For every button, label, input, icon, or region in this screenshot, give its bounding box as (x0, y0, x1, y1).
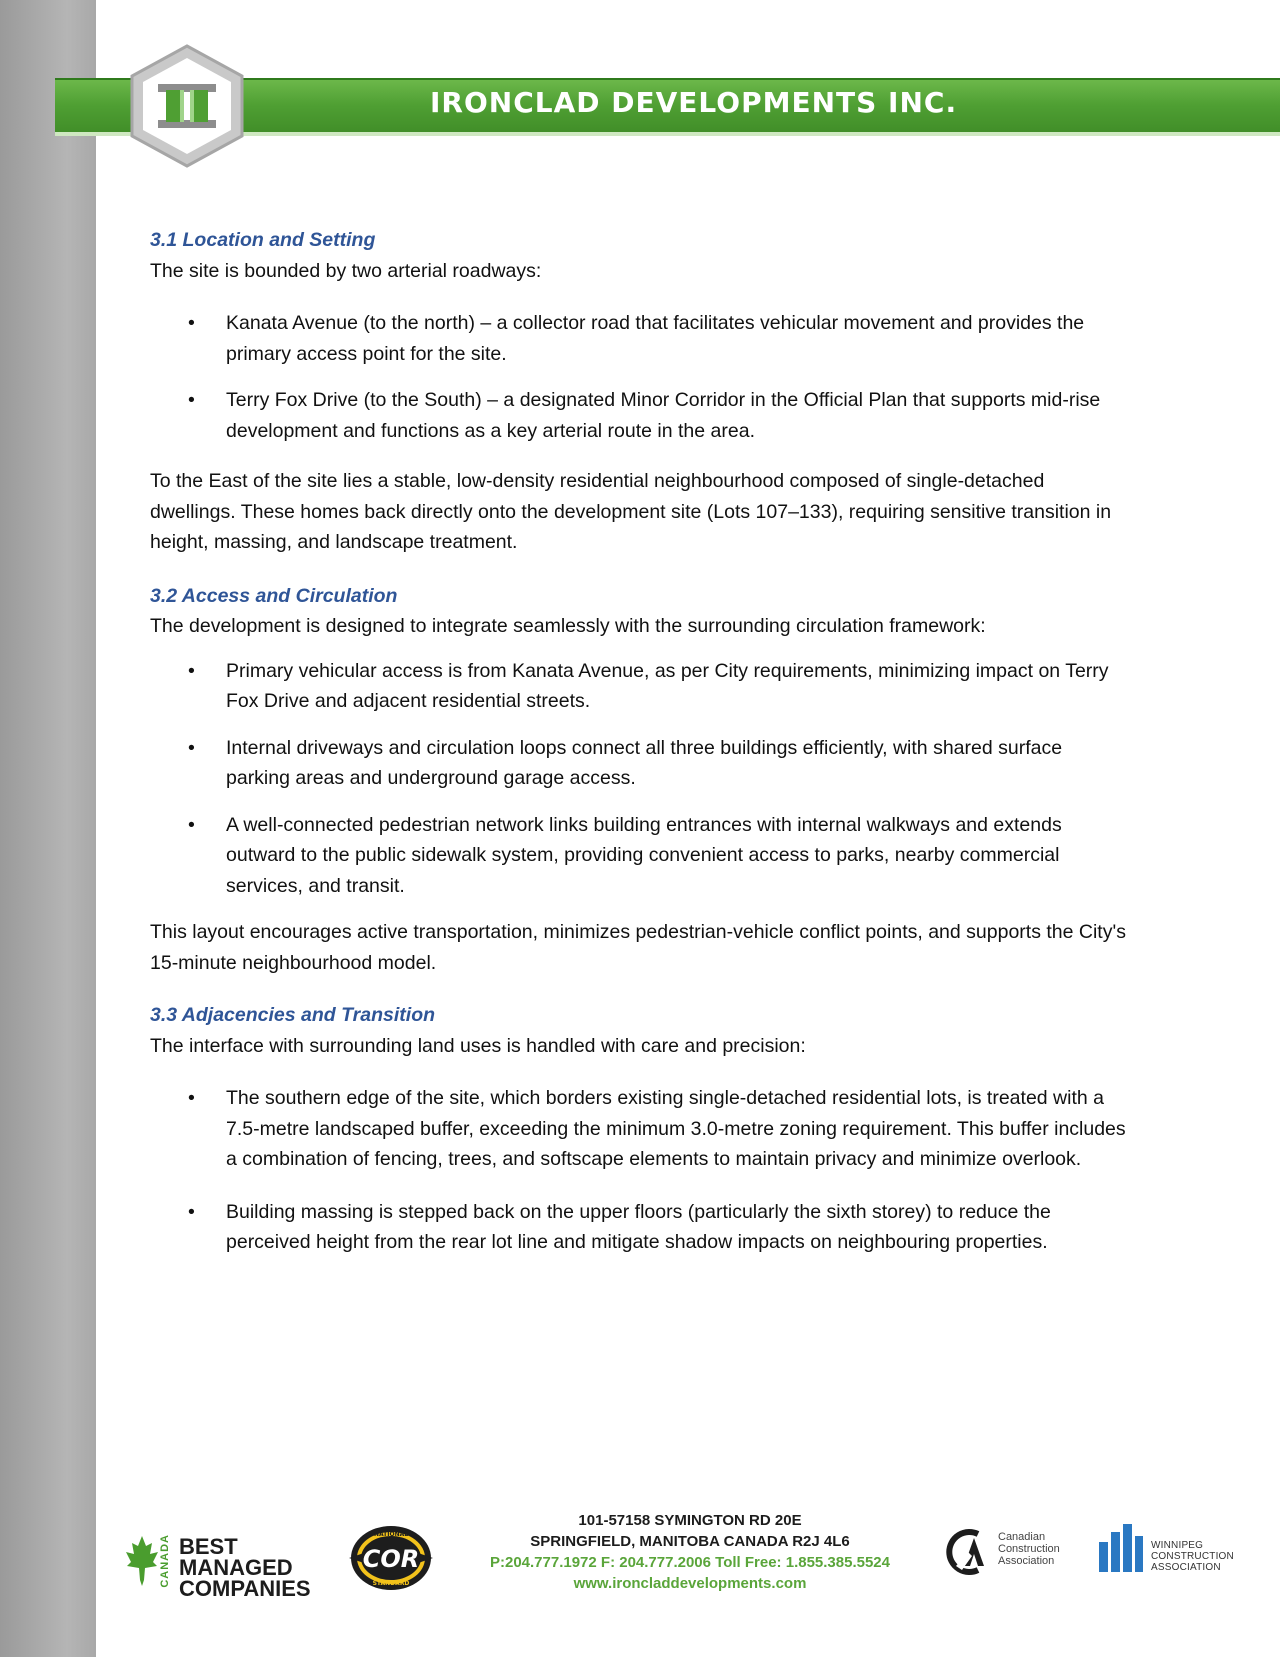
canadian-construction-association-logo (938, 1522, 1078, 1582)
list-item-text: Internal driveways and circulation loops connect all three buildings efficiently, with shared surface parking areas and underground garage access. (226, 736, 1063, 789)
company-name: IRONCLAD DEVELOPMENTS INC. (430, 86, 958, 119)
cca-wordmark (998, 1531, 1060, 1567)
cor-top-text: NATIONAL (373, 1531, 409, 1538)
bullet-icon: • (188, 1200, 195, 1223)
phone-line: P:204.777.1972 F: 204.777.2006 Toll Free: 1.855.385.5524 (489, 1554, 890, 1571)
bmc-canada-label: CANADA (159, 1534, 171, 1588)
section-location-setting (150, 225, 1130, 558)
address-line: 101-57158 SYMINGTON RD 20E (578, 1512, 802, 1529)
section-adjacencies-transition (150, 1000, 1130, 1258)
section-intro: The development is designed to integrate seamlessly with the surrounding circulation framework: (150, 615, 986, 637)
bullet-list (150, 656, 1130, 902)
list-item (150, 656, 1130, 717)
cca-mark-icon (938, 1522, 994, 1582)
wca-line: ASSOCIATION (1151, 1562, 1221, 1573)
bullet-icon: • (188, 389, 195, 411)
cor-bottom-text: STANDARD (372, 1580, 410, 1587)
winnipeg-construction-association-logo (1095, 1522, 1255, 1582)
bullet-icon: • (188, 1087, 195, 1109)
list-item (150, 1197, 1130, 1258)
cca-line: Association (998, 1555, 1055, 1567)
company-address (440, 1510, 940, 1594)
bullet-list (150, 308, 1130, 446)
wca-line: CONSTRUCTION (1151, 1551, 1234, 1562)
section-paragraph: To the East of the site lies a stable, low-density residential neighbourhood composed of single-detached dwellings. These homes back directly onto the development site (Lots 107–133), requiring sensitive transition in height, massing, and landscape treatment. (150, 470, 1112, 553)
section-paragraph: This layout encourages active transportation, minimizes pedestrian-vehicle conflict points, and supports the City's 15-minute neighbourhood model. (150, 921, 1126, 974)
wca-wordmark (1151, 1540, 1234, 1573)
best-managed-companies-logo (125, 1520, 315, 1601)
list-item (150, 1083, 1130, 1175)
list-item-text: Kanata Avenue (to the north) – a collector road that facilitates vehicular movement and provides the primary access point for the site. (226, 312, 1085, 365)
left-gray-sidebar (0, 0, 96, 1657)
page-footer (0, 1500, 1280, 1610)
section-intro: The site is bounded by two arterial roadways: (150, 259, 542, 282)
section-heading: 3.2 Access and Circulation (150, 584, 398, 607)
list-item-text: Primary vehicular access is from Kanata Avenue, as per City requirements, minimizing impact on Terry Fox Drive and adjacent residential streets. (226, 659, 1109, 712)
ironclad-hex-logo-icon (128, 44, 246, 168)
bmc-wordmark (179, 1536, 311, 1599)
list-item-text: A well-connected pedestrian network links building entrances with internal walkways and extends outward to the public sidewalk system, providing convenient access to parks, nearby commercial services, and transit. (226, 813, 1062, 897)
address-line: SPRINGFIELD, MANITOBA CANADA R2J 4L6 (530, 1533, 850, 1550)
website-link[interactable]: www.ironcladdevelopments.com (573, 1575, 807, 1592)
bmc-line: COMPANIES (179, 1576, 311, 1601)
section-access-circulation (150, 581, 1130, 979)
cca-line: Canadian (998, 1531, 1046, 1543)
list-item (150, 385, 1130, 446)
wca-bars-icon (1095, 1522, 1147, 1582)
section-heading: 3.3 Adjacencies and Transition (150, 1004, 436, 1026)
cor-badge-icon (345, 1522, 437, 1594)
list-item-text: The southern edge of the site, which borders existing single-detached residential lots, is treated with a 7.5-metre landscaped buffer, exceeding the minimum 3.0-metre zoning requirement. This buffer includes a combination of fencing, trees, and softscape elements to maintain privacy and minimize overlook. (226, 1087, 1126, 1170)
maple-leaf-icon (125, 1536, 159, 1586)
bullet-icon: • (188, 736, 195, 759)
list-item (150, 810, 1130, 902)
bullet-icon: • (188, 659, 195, 682)
list-item-text: Terry Fox Drive (to the South) – a designated Minor Corridor in the Official Plan that supports mid-rise development and functions as a key arterial route in the area. (226, 389, 1101, 442)
section-heading: 3.1 Location and Setting (150, 229, 376, 251)
bullet-list (150, 1083, 1130, 1258)
cca-line: Construction (998, 1543, 1060, 1555)
bmc-line: MANAGED (179, 1555, 293, 1580)
cor-text: COR (362, 1545, 420, 1573)
section-intro: The interface with surrounding land uses is handled with care and precision: (150, 1034, 806, 1057)
bmc-line: BEST (179, 1534, 238, 1559)
list-item (150, 308, 1130, 369)
bullet-icon: • (188, 813, 195, 836)
list-item (150, 733, 1130, 794)
document-body (150, 225, 1130, 1274)
list-item-text: Building massing is stepped back on the upper floors (particularly the sixth storey) to reduce the perceived height from the rear lot line and mitigate shadow impacts on neighbouring properties. (226, 1200, 1051, 1253)
wca-line: WINNIPEG (1151, 1540, 1204, 1551)
bullet-icon: • (188, 312, 195, 334)
